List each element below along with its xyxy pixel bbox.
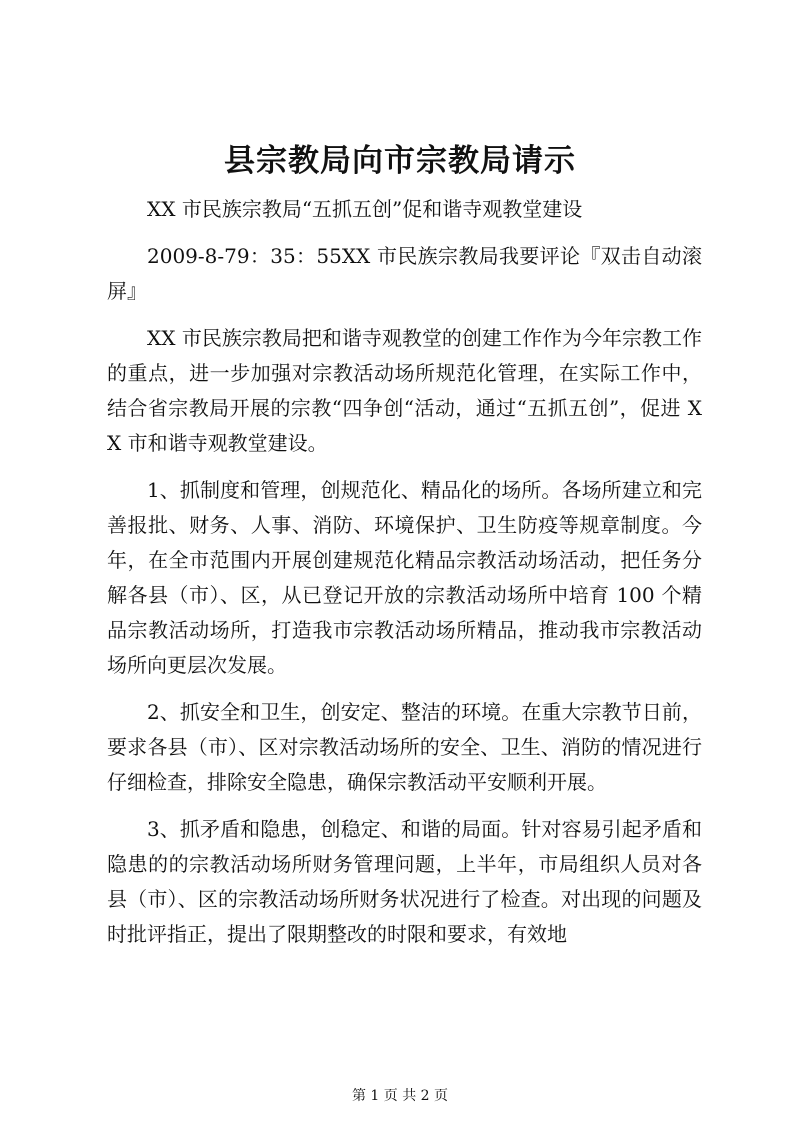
document-body bbox=[107, 192, 702, 964]
paragraph-timestamp: 2009-8-79：35：55XX 市民族宗教局我要评论『双击自动滚屏』 bbox=[107, 244, 702, 303]
page-number-footer: 第 1 页 共 2 页 bbox=[351, 1088, 449, 1104]
paragraph-intro: XX 市民族宗教局把和谐寺观教堂的创建工作作为今年宗教工作的重点，进一步加强对宗教活动场所规范化管理，在实际工作中，结合省宗教局开展的宗教“四争创“活动，通过“五抓五创”，促进 XX 市和谐寺观教堂建设。 bbox=[107, 326, 702, 455]
paragraph-point-1: 1、抓制度和管理，创规范化、精品化的场所。各场所建立和完善报批、财务、人事、消防、环境保护、卫生防疫等规章制度。今年，在全市范围内开展创建规范化精品宗教活动场活动，把任务分解各县（市）、区，从已登记开放的宗教活动场所中培育 100 个精品宗教活动场所，打造我市宗教活动场所精品，推动我市宗教活动场所向更层次发展。 bbox=[107, 478, 702, 677]
document-title: 县宗教局向市宗教局请示 bbox=[224, 143, 576, 179]
paragraph-point-3: 3、抓矛盾和隐患，创稳定、和谐的局面。针对容易引起矛盾和隐患的的宗教活动场所财务管理问题，上半年，市局组织人员对各县（市）、区的宗教活动场所财务状况进行了检查。对出现的问题及时批评指正，提出了限期整改的时限和要求，有效地 bbox=[107, 817, 702, 946]
paragraph-point-2: 2、抓安全和卫生，创安定、整洁的环境。在重大宗教节日前，要求各县（市）、区对宗教活动场所的安全、卫生、消防的情况进行仔细检查，排除安全隐患，确保宗教活动平安顺利开展。 bbox=[107, 700, 702, 794]
paragraph-subtitle: XX 市民族宗教局“五抓五创”促和谐寺观教堂建设 bbox=[147, 197, 583, 221]
